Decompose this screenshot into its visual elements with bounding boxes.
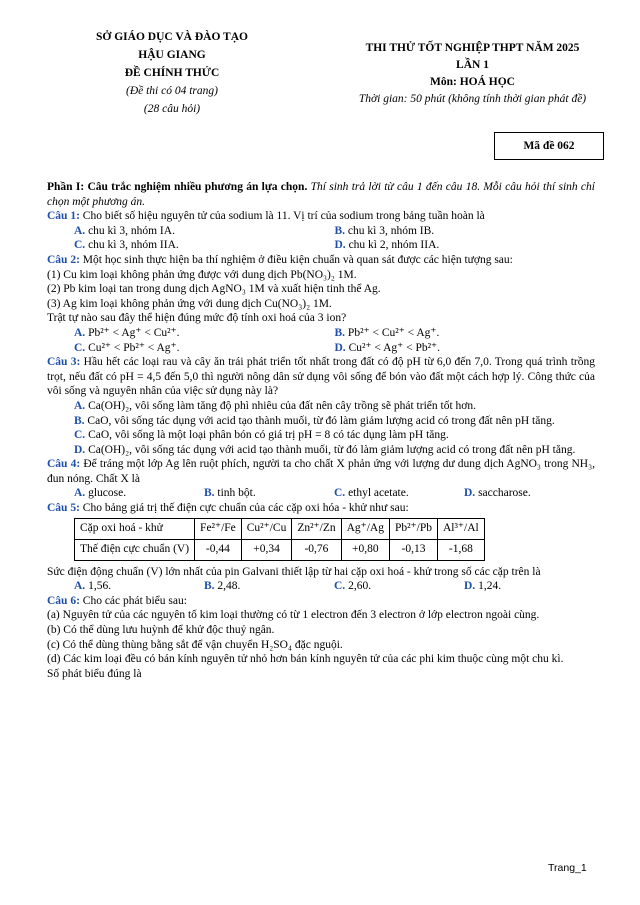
option-text: 2,48. [217, 580, 241, 593]
question-label: Câu 1: [47, 210, 80, 223]
table-header-cell: Pb²⁺/Pb [389, 518, 437, 539]
option-letter: A. [74, 487, 86, 500]
option-c[interactable] [74, 238, 335, 253]
page-count-note: (Đề thi có 04 trang) [126, 85, 218, 97]
question-label: Câu 2: [47, 253, 80, 266]
q2-options-row [47, 326, 595, 341]
table-cell: +0,34 [241, 539, 292, 560]
table-header-cell: Fe²⁺/Fe [195, 518, 242, 539]
option-text: Cu²⁺ < Pb²⁺ < Ag⁺. [88, 341, 180, 354]
question-2 [47, 253, 595, 268]
official-label: ĐỀ CHÍNH THỨC [124, 67, 220, 79]
question-1 [47, 209, 595, 224]
option-text: CaO, vôi sống tác dụng với acid tạo thành muối, từ đó làm giảm lượng acid có trong đất nên pH tăng. [87, 414, 555, 427]
question-text: Hầu hết các loại rau và cây ăn trái phát triển tốt nhất trong đất có độ pH từ 6,0 đến 7,0. Trong quá trình trồng trọt, nếu đất có pH = 4,5 đến 5,0 thì người nông dân sử dụng vôi sống để bón vào đất một cách hợp lý. Công thức của vôi sống và nguyên nhân của việc sử dụng này là? [47, 356, 596, 398]
question-label: Câu 3: [47, 356, 81, 369]
page-number: Trang_1 [548, 862, 587, 874]
option-letter: D. [334, 239, 346, 252]
option-b[interactable] [335, 224, 596, 239]
option-letter: C. [334, 580, 346, 593]
option-text: chu kì 3, nhóm IIA. [88, 239, 179, 252]
part1-title: Phần I: Câu trắc nghiệm nhiều phương án lựa chọn. [47, 181, 308, 193]
question-3 [47, 355, 595, 399]
subject: Môn: HOÁ HỌC [430, 76, 515, 88]
table-cell: -0,76 [292, 539, 341, 560]
statement-b: (b) Có thể dùng lưu huỳnh để khử độc thuỷ ngân. [47, 624, 275, 637]
table-cell: Thế điện cực chuẩn (V) [75, 539, 195, 560]
option-letter: D. [464, 487, 476, 500]
option-text: chu kì 2, nhóm IIA. [348, 239, 440, 252]
option-text: chu kì 3, nhóm IB. [347, 224, 435, 237]
exam-title: THI THỬ TỐT NGHIỆP THPT NĂM 2025 [365, 42, 580, 54]
option-b[interactable] [47, 414, 595, 429]
option-d[interactable] [335, 238, 596, 253]
table-header-cell: Cặp oxi hoá - khử [75, 518, 195, 539]
table-header-cell: Ag⁺/Ag [341, 518, 389, 539]
question-ask: Số phát biểu đúng là [47, 667, 142, 680]
option-letter: B. [204, 487, 215, 500]
table-row [75, 539, 485, 560]
q1-options-row [47, 238, 595, 253]
option-text: ethyl acetate. [348, 487, 409, 500]
option-d[interactable] [464, 579, 594, 594]
table-row [75, 518, 485, 539]
option-a[interactable] [74, 486, 204, 501]
option-letter: A. [74, 224, 86, 237]
option-a[interactable] [47, 399, 595, 414]
table-cell: +0,80 [341, 539, 389, 560]
option-letter: B. [74, 414, 85, 427]
exam-content [47, 180, 595, 681]
question-label: Câu 5: [47, 502, 80, 515]
option-letter: B. [334, 326, 346, 339]
statement-3: (3) Ag kim loại không phản ứng với dung dịch Cu(NO₃)₂ 1M. [47, 297, 332, 310]
part1-instruction: Thí sinh trả lời từ câu 1 đến câu 18. Mỗi câu hỏi thí sinh chỉ chọn một phương án. [47, 181, 595, 208]
option-text: Pb²⁺ < Cu²⁺ < Ag⁺. [347, 326, 440, 339]
option-text: Pb²⁺ < Ag⁺ < Cu²⁺. [88, 326, 180, 339]
table-header-cell: Al³⁺/Al [437, 518, 484, 539]
option-d[interactable] [335, 341, 596, 356]
province-name: HẬU GIANG [138, 49, 206, 61]
option-text: tinh bột. [217, 487, 256, 500]
option-text: glucose. [88, 487, 127, 500]
part1-heading [47, 180, 595, 209]
q1-options-row [47, 224, 595, 239]
option-text: chu kì 3, nhóm IA. [88, 224, 175, 237]
statement-d: (d) Các kim loại đều có bán kính nguyên tử nhỏ hơn bán kính nguyên tử của các phi kim thuộc cùng một chu kì. [47, 653, 564, 666]
option-letter: A. [74, 326, 86, 339]
statement-2: (2) Pb kim loại tan trong dung dịch AgNO₃ 1M và xuất hiện tinh thể Ag. [47, 283, 381, 296]
question-count-note: (28 câu hỏi) [143, 103, 201, 115]
q2-options-row [47, 341, 595, 356]
question-text: Cho biết số hiệu nguyên tử của sodium là 11. Vị trí của sodium trong bảng tuần hoàn là [79, 210, 485, 223]
option-text: Ca(OH)₂, vôi sống tác dụng với acid tạo thành muối, từ đó làm giảm lượng acid có trong đất nên pH tăng. [88, 443, 576, 456]
option-text: 1,56. [88, 580, 112, 593]
option-d[interactable] [47, 443, 595, 458]
option-letter: B. [204, 580, 215, 593]
option-a[interactable] [74, 224, 335, 239]
option-d[interactable] [464, 486, 594, 501]
department-name: SỞ GIÁO DỤC VÀ ĐÀO TẠO [96, 31, 248, 43]
option-letter: C. [334, 487, 346, 500]
header-left [72, 28, 272, 118]
q5-options-row [47, 579, 595, 594]
option-letter: A. [74, 399, 86, 412]
option-letter: B. [334, 224, 346, 237]
question-4 [47, 457, 595, 486]
potential-table [74, 518, 485, 561]
time-limit: Thời gian: 50 phút (không tính thời gian phát đề) [358, 93, 587, 105]
question-ask: Sức điện động chuẩn (V) lớn nhất của pin Galvani thiết lập từ hai cặp oxi hoá - khử trong số các cặp trên là [47, 565, 541, 578]
option-letter: C. [74, 429, 86, 442]
question-text: Cho bảng giá trị thế điện cực chuẩn của các cặp oxi hóa - khử như sau: [79, 502, 409, 515]
option-c[interactable] [334, 579, 464, 594]
table-cell: -1,68 [437, 539, 484, 560]
option-b[interactable] [335, 326, 596, 341]
option-text: 1,24. [478, 580, 502, 593]
option-a[interactable] [74, 326, 335, 341]
question-label: Câu 6: [47, 594, 80, 607]
option-b[interactable] [204, 579, 334, 594]
option-c[interactable] [47, 428, 595, 443]
option-c[interactable] [334, 486, 464, 501]
option-text: Cu²⁺ < Ag⁺ < Pb²⁺. [348, 341, 441, 354]
question-text: Cho các phát biểu sau: [79, 594, 187, 607]
option-c[interactable] [74, 341, 335, 356]
option-letter: A. [74, 580, 86, 593]
option-text: Ca(OH)₂, vôi sống làm tăng độ phì nhiêu của đất nên cây trồng sẽ phát triển tốt hơn. [88, 399, 476, 412]
option-letter: C. [74, 341, 86, 354]
exam-code-box: Mã đề 062 [494, 132, 604, 160]
option-text: CaO, vôi sống là một loại phân bón có giá trị pH = 8 có tác dụng làm pH tăng. [88, 429, 449, 442]
option-letter: D. [334, 341, 346, 354]
option-b[interactable] [204, 486, 334, 501]
option-letter: D. [464, 580, 476, 593]
option-a[interactable] [74, 579, 204, 594]
question-text: Một học sinh thực hiện ba thí nghiệm ở điều kiện chuẩn và quan sát được các hiện tượng sau: [79, 253, 513, 266]
statement-c: (c) Có thể dùng thùng bằng sắt để vận chuyển H₂SO₄ đặc nguội. [47, 638, 343, 651]
question-5 [47, 501, 595, 516]
statement-1: (1) Cu kim loại không phản ứng được với dung dịch Pb(NO₃)₂ 1M. [47, 268, 357, 281]
header-right [325, 40, 620, 108]
question-label: Câu 4: [47, 458, 81, 471]
option-letter: D. [74, 443, 86, 456]
question-6 [47, 594, 595, 609]
statement-a: (a) Nguyên tử của các nguyên tố kim loại thường có từ 1 electron đến 3 electron ở lớp electron ngoài cùng. [47, 609, 540, 622]
option-text: 2,60. [348, 580, 372, 593]
table-header-cell: Cu²⁺/Cu [241, 518, 292, 539]
table-cell: -0,44 [195, 539, 242, 560]
option-letter: C. [74, 239, 86, 252]
option-text: saccharose. [478, 487, 531, 500]
question-ask: Trật tự nào sau đây thể hiện đúng mức độ tính oxi hoá của 3 ion? [47, 312, 347, 325]
table-header-cell: Zn²⁺/Zn [292, 518, 341, 539]
q4-options-row [47, 486, 595, 501]
question-text: Để tráng một lớp Ag lên ruột phích, người ta cho chất X phản ứng với lượng dư dung dịch AgNO₃ trong NH₃, đun nóng. Chất X là [47, 458, 595, 485]
exam-round: LẦN 1 [456, 59, 489, 71]
table-cell: -0,13 [389, 539, 437, 560]
